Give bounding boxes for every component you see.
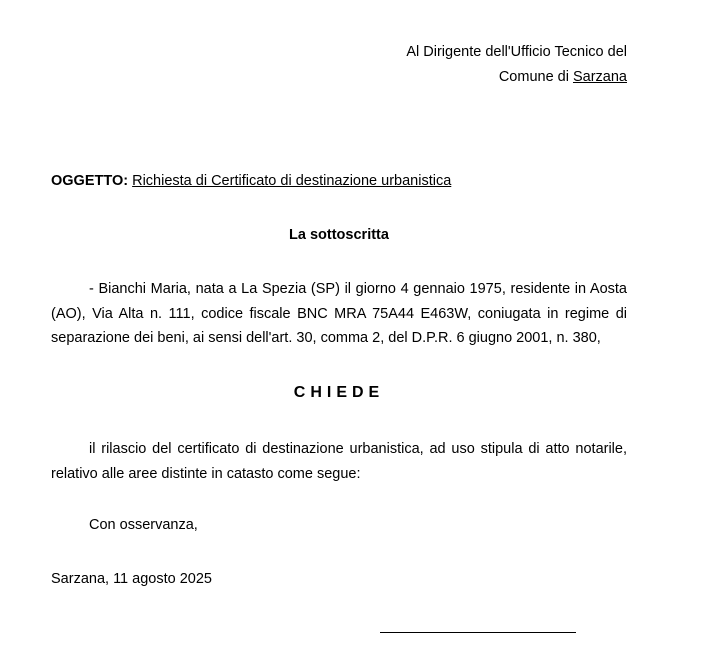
signature-line xyxy=(380,632,576,633)
addressee-line-1: Al Dirigente dell'Ufficio Tecnico del xyxy=(406,44,627,60)
subject-text: Richiesta di Certificato di destinazione urbanistica xyxy=(132,173,452,189)
applicant-paragraph: - Bianchi Maria, nata a La Spezia (SP) il giorno 4 gennaio 1975, residente in Aosta (AO), Via Alta n. 111, codice fiscale BNC MRA 75A44 E463W, coniugata in regime di separazione dei beni, ai sensi dell'art. 30, comma 2, del D.P.R. 6 giugno 2001, n. 380, xyxy=(51,281,627,346)
subject-line xyxy=(51,173,451,189)
closing-salutation: Con osservanza, xyxy=(89,517,198,533)
addressee-block xyxy=(406,40,627,90)
addressee-line-2 xyxy=(406,65,627,90)
addressee-comune-prefix: Comune di xyxy=(498,69,573,85)
addressee-city: Sarzana xyxy=(572,69,627,85)
request-heading: CHIEDE xyxy=(293,384,385,401)
intro-heading: La sottoscritta xyxy=(289,227,389,243)
subject-label: OGGETTO: xyxy=(51,173,129,189)
request-paragraph: il rilascio del certificato di destinazione urbanistica, ad uso stipula di atto notarile, relativo alle aree distinte in catasto come segue: xyxy=(51,441,627,482)
place-date: Sarzana, 11 agosto 2025 xyxy=(51,571,212,587)
